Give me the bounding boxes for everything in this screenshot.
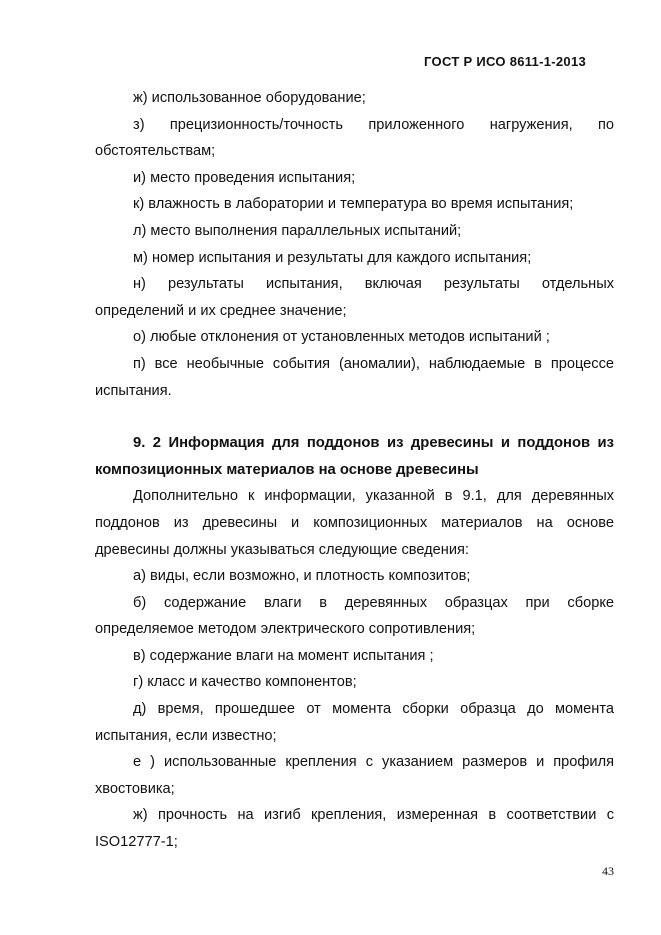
list-item-m: м) номер испытания и результаты для каждого испытания;	[133, 249, 532, 266]
list-item-n: н) результаты испытания, включая результаты отдельных определений и их среднее значение;	[95, 276, 614, 319]
page-number: 43	[602, 864, 614, 878]
section-intro: Дополнительно к информации, указанной в 9.1, для деревянных поддонов из древесины и композиционных материалов на основе древесины должны указываться следующие сведения:	[95, 488, 614, 558]
list-item-p: п) все необычные события (аномалии), наблюдаемые в процессе испытания.	[95, 355, 614, 399]
section-heading: 9. 2 Информация для поддонов из древесины и поддонов из композиционных материалов на основе древесины	[95, 435, 614, 478]
list-item-i: и) место проведения испытания;	[133, 169, 356, 186]
list-item-b: б) содержание влаги в деревянных образцах при сборке определяемое методом электрического сопротивления;	[95, 594, 614, 638]
list-item-d: д) время, прошедшее от момента сборки образца до момента испытания, если известно;	[95, 701, 614, 744]
list-item-e: е ) использованные крепления с указанием размеров и профиля хвостовика;	[95, 754, 614, 797]
list-item-zh-2: ж) прочность на изгиб крепления, измеренная в соответствии с ISO12777-1;	[95, 807, 614, 851]
list-item-z: з) прецизионность/точность приложенного нагружения, по обстоятельствам;	[95, 116, 614, 160]
list-item-l: л) место выполнения параллельных испытаний;	[133, 222, 462, 239]
list-item-k: к) влажность в лаборатории и температура во время испытания;	[133, 196, 574, 213]
list-item-v: в) содержание влаги на момент испытания ;	[133, 647, 434, 664]
document-body	[95, 85, 614, 856]
list-item-g: г) класс и качество компонентов;	[133, 674, 357, 691]
list-item-zh: ж) использованное оборудование;	[133, 90, 366, 106]
list-item-a: а) виды, если возможно, и плотность композитов;	[133, 568, 471, 585]
section-spacer	[95, 404, 614, 430]
list-item-o: о) любые отклонения от установленных методов испытаний ;	[133, 329, 550, 346]
standard-designation: ГОСТ Р ИСО 8611-1-2013	[424, 54, 586, 69]
